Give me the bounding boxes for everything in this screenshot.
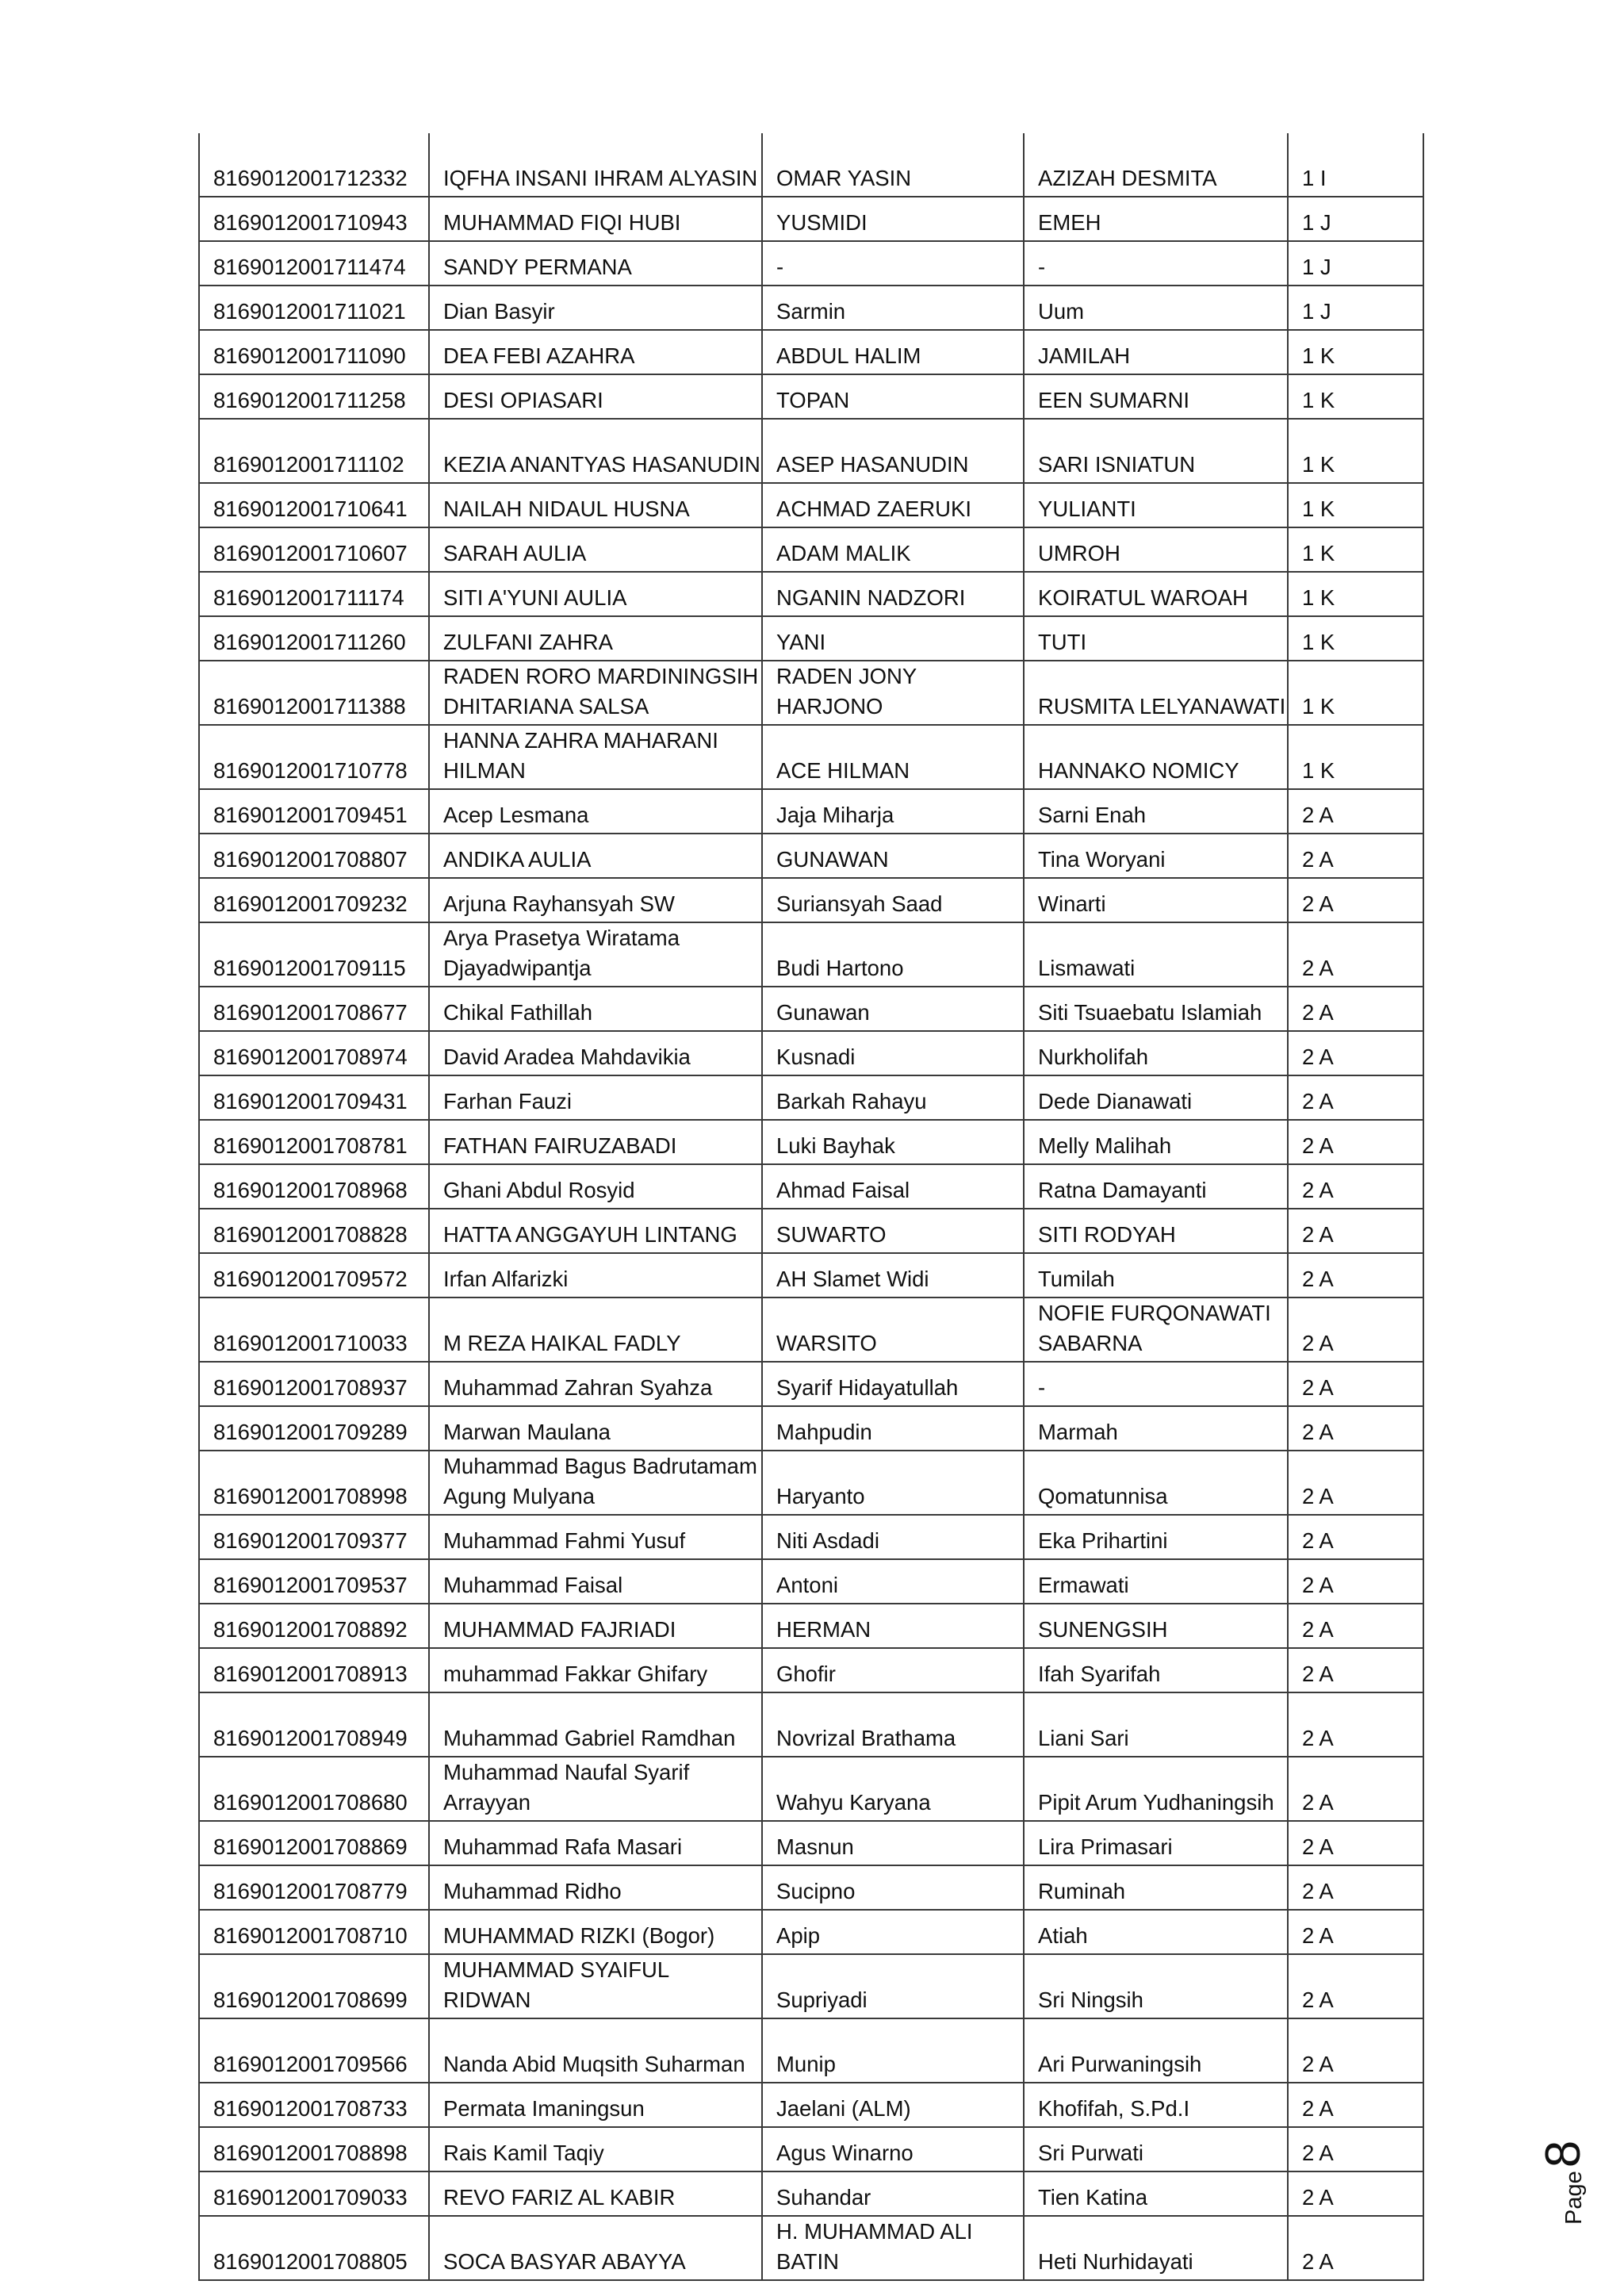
father-name-cell: Supriyadi [762, 1954, 1024, 2018]
table-row [199, 1075, 1423, 1120]
mother-name-cell: Nurkholifah [1024, 1031, 1288, 1075]
student-name-cell: MUHAMMAD FAJRIADI [429, 1604, 762, 1648]
student-name-cell: David Aradea Mahdavikia [429, 1031, 762, 1075]
student-name-cell: Muhammad Ridho [429, 1865, 762, 1910]
student-name-cell: HATTA ANGGAYUH LINTANG [429, 1209, 762, 1253]
mother-name-cell: Tumilah [1024, 1253, 1288, 1297]
mother-name-cell: Lira Primasari [1024, 1821, 1288, 1865]
mother-name-cell: Ratna Damayanti [1024, 1164, 1288, 1209]
class-cell: 2 A [1288, 1910, 1423, 1954]
father-name-cell: Gunawan [762, 987, 1024, 1031]
nik-cell: 8169012001711090 [199, 330, 429, 374]
class-cell: 2 A [1288, 1451, 1423, 1515]
student-name-cell: NAILAH NIDAUL HUSNA [429, 483, 762, 527]
student-name-cell: M REZA HAIKAL FADLY [429, 1297, 762, 1362]
table-row [199, 1120, 1423, 1164]
student-name-cell: SOCA BASYAR ABAYYA [429, 2216, 762, 2280]
table-body [199, 133, 1423, 2280]
table-row [199, 1910, 1423, 1954]
mother-name-cell: Khofifah, S.Pd.I [1024, 2083, 1288, 2127]
father-name-cell: Suriansyah Saad [762, 878, 1024, 922]
nik-cell: 8169012001709566 [199, 2018, 429, 2083]
nik-cell: 8169012001708968 [199, 1164, 429, 1209]
student-name-cell: KEZIA ANANTYAS HASANUDIN [429, 419, 762, 483]
class-cell: 2 A [1288, 1604, 1423, 1648]
nik-cell: 8169012001708892 [199, 1604, 429, 1648]
nik-cell: 8169012001709537 [199, 1559, 429, 1604]
mother-name-cell: Sarni Enah [1024, 789, 1288, 834]
father-name-cell: WARSITO [762, 1297, 1024, 1362]
class-cell: 1 J [1288, 241, 1423, 286]
class-cell: 1 J [1288, 286, 1423, 330]
class-cell: 2 A [1288, 922, 1423, 987]
father-name-cell: Luki Bayhak [762, 1120, 1024, 1164]
class-cell: 1 K [1288, 616, 1423, 661]
table-row [199, 1164, 1423, 1209]
nik-cell: 8169012001710778 [199, 725, 429, 789]
father-name-cell: Kusnadi [762, 1031, 1024, 1075]
nik-cell: 8169012001708828 [199, 1209, 429, 1253]
father-name-cell: H. MUHAMMAD ALI BATIN [762, 2216, 1024, 2280]
class-cell: 2 A [1288, 1954, 1423, 2018]
nik-cell: 8169012001709431 [199, 1075, 429, 1120]
mother-name-cell: EEN SUMARNI [1024, 374, 1288, 419]
table-row [199, 834, 1423, 878]
class-cell: 2 A [1288, 878, 1423, 922]
class-cell: 1 K [1288, 527, 1423, 572]
class-cell: 2 A [1288, 1648, 1423, 1692]
table-row [199, 1604, 1423, 1648]
nik-cell: 8169012001708699 [199, 1954, 429, 2018]
mother-name-cell: - [1024, 241, 1288, 286]
class-cell: 2 A [1288, 1757, 1423, 1821]
nik-cell: 8169012001710033 [199, 1297, 429, 1362]
student-name-cell: Marwan Maulana [429, 1406, 762, 1451]
nik-cell: 8169012001711102 [199, 419, 429, 483]
class-cell: 2 A [1288, 1120, 1423, 1164]
student-name-cell: Muhammad Fahmi Yusuf [429, 1515, 762, 1559]
student-name-cell: Permata Imaningsun [429, 2083, 762, 2127]
table-row [199, 1209, 1423, 1253]
nik-cell: 8169012001711021 [199, 286, 429, 330]
class-cell: 2 A [1288, 1515, 1423, 1559]
table-row [199, 1297, 1423, 1362]
father-name-cell: Suhandar [762, 2171, 1024, 2216]
mother-name-cell: Liani Sari [1024, 1692, 1288, 1757]
mother-name-cell: Atiah [1024, 1910, 1288, 1954]
nik-cell: 8169012001708913 [199, 1648, 429, 1692]
father-name-cell: SUWARTO [762, 1209, 1024, 1253]
class-cell: 1 K [1288, 483, 1423, 527]
student-name-cell: MUHAMMAD RIZKI (Bogor) [429, 1910, 762, 1954]
class-cell: 2 A [1288, 1865, 1423, 1910]
father-name-cell: ABDUL HALIM [762, 330, 1024, 374]
nik-cell: 8169012001709377 [199, 1515, 429, 1559]
father-name-cell: Novrizal Brathama [762, 1692, 1024, 1757]
table-row [199, 330, 1423, 374]
class-cell: 2 A [1288, 2127, 1423, 2171]
father-name-cell: RADEN JONY HARJONO [762, 661, 1024, 725]
nik-cell: 8169012001708710 [199, 1910, 429, 1954]
mother-name-cell: Melly Malihah [1024, 1120, 1288, 1164]
page-number-value: 8 [1536, 2140, 1591, 2168]
nik-cell: 8169012001708974 [199, 1031, 429, 1075]
class-cell: 1 K [1288, 572, 1423, 616]
table-row [199, 527, 1423, 572]
table-row [199, 789, 1423, 834]
class-cell: 2 A [1288, 1253, 1423, 1297]
class-cell: 2 A [1288, 1209, 1423, 1253]
mother-name-cell: Qomatunnisa [1024, 1451, 1288, 1515]
nik-cell: 8169012001708781 [199, 1120, 429, 1164]
table-row [199, 1954, 1423, 2018]
mother-name-cell: Dede Dianawati [1024, 1075, 1288, 1120]
student-name-cell: DESI OPIASARI [429, 374, 762, 419]
table-row [199, 616, 1423, 661]
class-cell: 2 A [1288, 789, 1423, 834]
father-name-cell: Ghofir [762, 1648, 1024, 1692]
nik-cell: 8169012001710641 [199, 483, 429, 527]
class-cell: 2 A [1288, 1031, 1423, 1075]
nik-cell: 8169012001711258 [199, 374, 429, 419]
nik-cell: 8169012001710607 [199, 527, 429, 572]
father-name-cell: Syarif Hidayatullah [762, 1362, 1024, 1406]
mother-name-cell: Lismawati [1024, 922, 1288, 987]
student-name-cell: Muhammad Rafa Masari [429, 1821, 762, 1865]
nik-cell: 8169012001712332 [199, 133, 429, 197]
father-name-cell: Ahmad Faisal [762, 1164, 1024, 1209]
father-name-cell: Niti Asdadi [762, 1515, 1024, 1559]
student-name-cell: REVO FARIZ AL KABIR [429, 2171, 762, 2216]
student-name-cell: HANNA ZAHRA MAHARANI HILMAN [429, 725, 762, 789]
father-name-cell: Budi Hartono [762, 922, 1024, 987]
mother-name-cell: Tien Katina [1024, 2171, 1288, 2216]
nik-cell: 8169012001708680 [199, 1757, 429, 1821]
student-name-cell: Arya Prasetya Wiratama Djayadwipantja [429, 922, 762, 987]
class-cell: 2 A [1288, 2018, 1423, 2083]
student-name-cell: Muhammad Faisal [429, 1559, 762, 1604]
mother-name-cell: AZIZAH DESMITA [1024, 133, 1288, 197]
class-cell: 2 A [1288, 1075, 1423, 1120]
class-cell: 2 A [1288, 2083, 1423, 2127]
nik-cell: 8169012001708677 [199, 987, 429, 1031]
father-name-cell: Wahyu Karyana [762, 1757, 1024, 1821]
table-row [199, 661, 1423, 725]
father-name-cell: OMAR YASIN [762, 133, 1024, 197]
class-cell: 1 J [1288, 197, 1423, 241]
nik-cell: 8169012001709033 [199, 2171, 429, 2216]
father-name-cell: YUSMIDI [762, 197, 1024, 241]
student-name-cell: MUHAMMAD SYAIFUL RIDWAN [429, 1954, 762, 2018]
table-row [199, 1515, 1423, 1559]
student-name-cell: ZULFANI ZAHRA [429, 616, 762, 661]
father-name-cell: ASEP HASANUDIN [762, 419, 1024, 483]
mother-name-cell: Pipit Arum Yudhaningsih [1024, 1757, 1288, 1821]
mother-name-cell: Winarti [1024, 878, 1288, 922]
father-name-cell: AH Slamet Widi [762, 1253, 1024, 1297]
table-row [199, 1253, 1423, 1297]
mother-name-cell: Uum [1024, 286, 1288, 330]
nik-cell: 8169012001710943 [199, 197, 429, 241]
nik-cell: 8169012001708807 [199, 834, 429, 878]
father-name-cell: Haryanto [762, 1451, 1024, 1515]
table-row [199, 1821, 1423, 1865]
nik-cell: 8169012001711260 [199, 616, 429, 661]
mother-name-cell: Sri Ningsih [1024, 1954, 1288, 2018]
father-name-cell: Munip [762, 2018, 1024, 2083]
table-row [199, 197, 1423, 241]
table-row [199, 1865, 1423, 1910]
class-cell: 2 A [1288, 1297, 1423, 1362]
father-name-cell: Jaja Miharja [762, 789, 1024, 834]
table-row [199, 241, 1423, 286]
father-name-cell: ACHMAD ZAERUKI [762, 483, 1024, 527]
student-name-cell: ANDIKA AULIA [429, 834, 762, 878]
table-row [199, 1451, 1423, 1515]
nik-cell: 8169012001709451 [199, 789, 429, 834]
father-name-cell: ADAM MALIK [762, 527, 1024, 572]
class-cell: 1 K [1288, 374, 1423, 419]
father-name-cell: NGANIN NADZORI [762, 572, 1024, 616]
nik-cell: 8169012001708733 [199, 2083, 429, 2127]
table-row [199, 1362, 1423, 1406]
table-row [199, 1648, 1423, 1692]
table-row [199, 286, 1423, 330]
mother-name-cell: SARI ISNIATUN [1024, 419, 1288, 483]
mother-name-cell: NOFIE FURQONAWATI SABARNA [1024, 1297, 1288, 1362]
student-name-cell: muhammad Fakkar Ghifary [429, 1648, 762, 1692]
nik-cell: 8169012001708779 [199, 1865, 429, 1910]
table-row [199, 2216, 1423, 2280]
table-row [199, 922, 1423, 987]
table-row [199, 2083, 1423, 2127]
mother-name-cell: YULIANTI [1024, 483, 1288, 527]
nik-cell: 8169012001708805 [199, 2216, 429, 2280]
mother-name-cell: Ifah Syarifah [1024, 1648, 1288, 1692]
nik-cell: 8169012001711474 [199, 241, 429, 286]
student-name-cell: FATHAN FAIRUZABADI [429, 1120, 762, 1164]
class-cell: 2 A [1288, 2171, 1423, 2216]
mother-name-cell: Ermawati [1024, 1559, 1288, 1604]
nik-cell: 8169012001708949 [199, 1692, 429, 1757]
father-name-cell: HERMAN [762, 1604, 1024, 1648]
table-row [199, 572, 1423, 616]
class-cell: 2 A [1288, 1164, 1423, 1209]
nik-cell: 8169012001709572 [199, 1253, 429, 1297]
class-cell: 1 K [1288, 661, 1423, 725]
father-name-cell: TOPAN [762, 374, 1024, 419]
father-name-cell: Masnun [762, 1821, 1024, 1865]
mother-name-cell: UMROH [1024, 527, 1288, 572]
nik-cell: 8169012001709289 [199, 1406, 429, 1451]
table-row [199, 987, 1423, 1031]
mother-name-cell: JAMILAH [1024, 330, 1288, 374]
mother-name-cell: Sri Purwati [1024, 2127, 1288, 2171]
student-name-cell: SARAH AULIA [429, 527, 762, 572]
student-name-cell: Muhammad Naufal Syarif Arrayyan [429, 1757, 762, 1821]
class-cell: 2 A [1288, 1692, 1423, 1757]
student-name-cell: SANDY PERMANA [429, 241, 762, 286]
mother-name-cell: Ruminah [1024, 1865, 1288, 1910]
nik-cell: 8169012001711388 [199, 661, 429, 725]
page-label: Page [1561, 2171, 1587, 2225]
student-name-cell: IQFHA INSANI IHRAM ALYASIN [429, 133, 762, 197]
father-name-cell: ACE HILMAN [762, 725, 1024, 789]
student-name-cell: Dian Basyir [429, 286, 762, 330]
mother-name-cell: SUNENGSIH [1024, 1604, 1288, 1648]
table-row [199, 133, 1423, 197]
student-name-cell: Ghani Abdul Rosyid [429, 1164, 762, 1209]
father-name-cell: GUNAWAN [762, 834, 1024, 878]
student-name-cell: Rais Kamil Taqiy [429, 2127, 762, 2171]
page-number [1530, 2122, 1591, 2225]
father-name-cell: Antoni [762, 1559, 1024, 1604]
father-name-cell: - [762, 241, 1024, 286]
student-name-cell: MUHAMMAD FIQI HUBI [429, 197, 762, 241]
mother-name-cell: EMEH [1024, 197, 1288, 241]
class-cell: 1 K [1288, 330, 1423, 374]
nik-cell: 8169012001709232 [199, 878, 429, 922]
student-name-cell: Farhan Fauzi [429, 1075, 762, 1120]
table-row [199, 1559, 1423, 1604]
table-row [199, 2127, 1423, 2171]
student-name-cell: Acep Lesmana [429, 789, 762, 834]
mother-name-cell: Eka Prihartini [1024, 1515, 1288, 1559]
table-row [199, 374, 1423, 419]
table-row [199, 878, 1423, 922]
class-cell: 2 A [1288, 1559, 1423, 1604]
father-name-cell: Mahpudin [762, 1406, 1024, 1451]
nik-cell: 8169012001711174 [199, 572, 429, 616]
class-cell: 2 A [1288, 1821, 1423, 1865]
table-row [199, 2171, 1423, 2216]
father-name-cell: Agus Winarno [762, 2127, 1024, 2171]
student-name-cell: Muhammad Gabriel Ramdhan [429, 1692, 762, 1757]
father-name-cell: Jaelani (ALM) [762, 2083, 1024, 2127]
mother-name-cell: TUTI [1024, 616, 1288, 661]
mother-name-cell: Marmah [1024, 1406, 1288, 1451]
class-cell: 1 I [1288, 133, 1423, 197]
student-name-cell: Muhammad Bagus Badrutamam Agung Mulyana [429, 1451, 762, 1515]
table-row [199, 1406, 1423, 1451]
table-row [199, 725, 1423, 789]
mother-name-cell: Siti Tsuaebatu Islamiah [1024, 987, 1288, 1031]
table-row [199, 1031, 1423, 1075]
nik-cell: 8169012001708869 [199, 1821, 429, 1865]
table-row [199, 1757, 1423, 1821]
student-name-cell: Nanda Abid Muqsith Suharman [429, 2018, 762, 2083]
class-cell: 2 A [1288, 1406, 1423, 1451]
table-row [199, 2018, 1423, 2083]
class-cell: 1 K [1288, 419, 1423, 483]
father-name-cell: Apip [762, 1910, 1024, 1954]
mother-name-cell: Ari Purwaningsih [1024, 2018, 1288, 2083]
table-row [199, 1692, 1423, 1757]
nik-cell: 8169012001708898 [199, 2127, 429, 2171]
table-row [199, 419, 1423, 483]
student-name-cell: DEA FEBI AZAHRA [429, 330, 762, 374]
student-name-cell: Muhammad Zahran Syahza [429, 1362, 762, 1406]
mother-name-cell: - [1024, 1362, 1288, 1406]
mother-name-cell: HANNAKO NOMICY [1024, 725, 1288, 789]
student-name-cell: Irfan Alfarizki [429, 1253, 762, 1297]
class-cell: 2 A [1288, 1362, 1423, 1406]
table-row [199, 483, 1423, 527]
nik-cell: 8169012001708937 [199, 1362, 429, 1406]
class-cell: 2 A [1288, 2216, 1423, 2280]
mother-name-cell: RUSMITA LELYANAWATI [1024, 661, 1288, 725]
class-cell: 1 K [1288, 725, 1423, 789]
student-name-cell: Arjuna Rayhansyah SW [429, 878, 762, 922]
student-name-cell: Chikal Fathillah [429, 987, 762, 1031]
father-name-cell: YANI [762, 616, 1024, 661]
mother-name-cell: Tina Woryani [1024, 834, 1288, 878]
mother-name-cell: SITI RODYAH [1024, 1209, 1288, 1253]
father-name-cell: Barkah Rahayu [762, 1075, 1024, 1120]
nik-cell: 8169012001708998 [199, 1451, 429, 1515]
class-cell: 2 A [1288, 834, 1423, 878]
father-name-cell: Sarmin [762, 286, 1024, 330]
nik-cell: 8169012001709115 [199, 922, 429, 987]
father-name-cell: Sucipno [762, 1865, 1024, 1910]
student-name-cell: SITI A'YUNI AULIA [429, 572, 762, 616]
class-cell: 2 A [1288, 987, 1423, 1031]
student-name-cell: RADEN RORO MARDININGSIH DHITARIANA SALSA [429, 661, 762, 725]
mother-name-cell: Heti Nurhidayati [1024, 2216, 1288, 2280]
student-table [198, 133, 1424, 2281]
mother-name-cell: KOIRATUL WAROAH [1024, 572, 1288, 616]
